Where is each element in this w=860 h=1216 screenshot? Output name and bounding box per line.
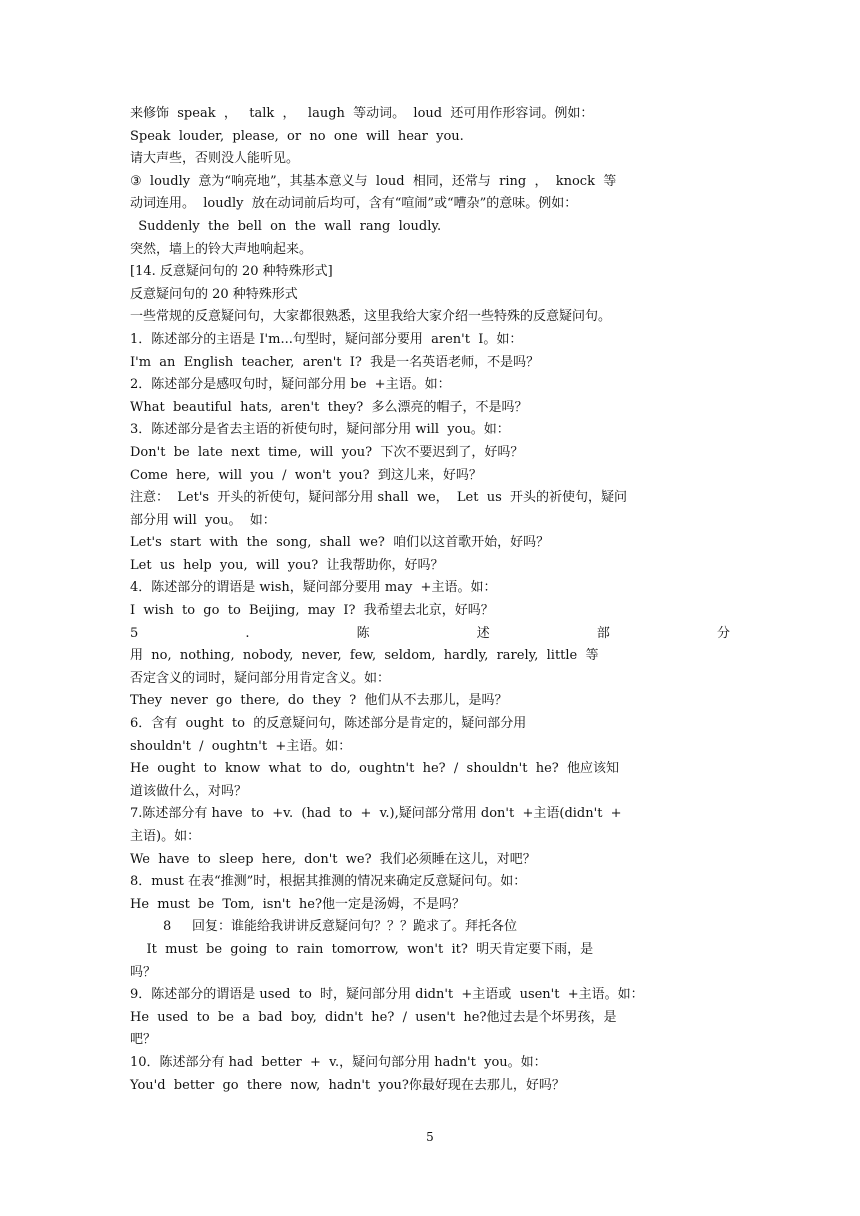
text-line: 突然，墙上的铃大声地响起来。 — [130, 241, 313, 257]
text-line: 8 回复：谁能给我讲讲反意疑问句？？？跪求了。拜托各位 — [130, 919, 517, 935]
text-line: It must be going to rain tomorrow, won't it? 明天肯定要下雨，是 — [130, 941, 594, 957]
text-line: 2．陈述部分是感叹句时，疑问部分用 be +主语。如： — [130, 377, 451, 393]
text-line: What beautiful hats, aren't they? 多么漂亮的帽子，不是吗？ — [130, 399, 528, 415]
text-line: [14. 反意疑问句的 20 种特殊形式] — [130, 264, 333, 280]
text-line: 8．must 在表“推测”时，根据其推测的情况来确定反意疑问句。如： — [130, 874, 527, 890]
text-line: 3．陈述部分是省去主语的祈使句时，疑问部分用 will you。如： — [130, 422, 510, 438]
text-line: Let's start with the song, shall we? 咱们以这首歌开始，好吗？ — [130, 535, 550, 551]
text-line: Don't be late next time, will you? 下次不要迟到了，好吗？ — [130, 444, 524, 460]
document-body — [130, 103, 730, 1097]
text-line: They never go there, do they ? 他们从不去那儿，是吗？ — [130, 693, 508, 709]
text-line: Speak louder, please, or no one will hear you. — [130, 128, 464, 144]
text-line: 动词连用。 loudly 放在动词前后均可，含有“喧闹”或“嘈杂”的意味。例如： — [130, 196, 578, 212]
text-line: 吗？ — [130, 964, 157, 980]
text-line: 5 . 陈 述 部 分 — [130, 625, 730, 641]
text-line: 来修饰 speak ， talk ， laugh 等动词。 loud 还可用作形容词。例如： — [130, 106, 594, 121]
text-line: He must be Tom, isn't he?他一定是汤姆，不是吗？ — [130, 896, 465, 912]
text-line: 用 no, nothing, nobody, never, few, seldom, hardly, rarely, little 等 — [130, 648, 599, 664]
text-line: 6．含有 ought to 的反意疑问句，陈述部分是肯定的，疑问部分用 — [130, 716, 527, 732]
text-line: I'm an English teacher, aren't I? 我是一名英语老师，不是吗？ — [130, 354, 540, 370]
text-line: 部分用 will you。 如： — [130, 512, 276, 528]
text-line: 道该做什么，对吗？ — [130, 783, 248, 799]
text-line: 注意： Let's 开头的祈使句，疑问部分用 shall we， Let us 开头的祈使句，疑问 — [130, 490, 628, 506]
text-line: 4．陈述部分的谓语是 wish，疑问部分要用 may +主语。如： — [130, 580, 497, 596]
text-line: shouldn't / oughtn't +主语。如： — [130, 738, 352, 754]
text-line: Come here, will you / won't you? 到这儿来，好吗？ — [130, 467, 482, 483]
text-line: 一些常规的反意疑问句，大家都很熟悉，这里我给大家介绍一些特殊的反意疑问句。 — [130, 309, 612, 325]
text-line: ③ loudly 意为“响亮地”，其基本意义与 loud 相同，还常与 ring ， knock 等 — [130, 173, 617, 189]
text-line: He used to be a bad boy, didn't he? / usen't he?他过去是个坏男孩，是 — [130, 1009, 617, 1025]
text-line: Suddenly the bell on the wall rang loudly. — [130, 218, 442, 234]
text-line: 请大声些，否则没人能听见。 — [130, 151, 300, 167]
text-line: You'd better go there now, hadn't you?你最好现在去那儿，好吗？ — [130, 1077, 565, 1093]
text-line: 7.陈述部分有 have to +v. (had to + v.),疑问部分常用 don't +主语(didn't + — [130, 806, 622, 822]
text-line: 9．陈述部分的谓语是 used to 时，疑问部分用 didn't +主语或 usen't +主语。如： — [130, 987, 644, 1003]
text-line: We have to sleep here, don't we? 我们必须睡在这儿，对吧？ — [130, 851, 536, 867]
text-line: 否定含义的词时，疑问部分用肯定含义。如： — [130, 670, 391, 686]
text-line: 10．陈述部分有 had better + v.，疑问句部分用 hadn't you。如： — [130, 1054, 547, 1070]
text-line: He ought to know what to do, oughtn't he? / shouldn't he? 他应该知 — [130, 761, 620, 777]
text-line: 主语)。如： — [130, 829, 201, 844]
page-number: 5 — [426, 1130, 434, 1144]
text-line: Let us help you, will you? 让我帮助你，好吗？ — [130, 557, 444, 573]
text-line: 吧？ — [130, 1032, 157, 1048]
text-line: 1．陈述部分的主语是 I'm...句型时，疑问部分要用 aren't I。如： — [130, 331, 523, 347]
text-line: I wish to go to Beijing, may I? 我希望去北京，好吗？ — [130, 603, 494, 619]
text-line: 反意疑问句的 20 种特殊形式 — [130, 286, 298, 302]
